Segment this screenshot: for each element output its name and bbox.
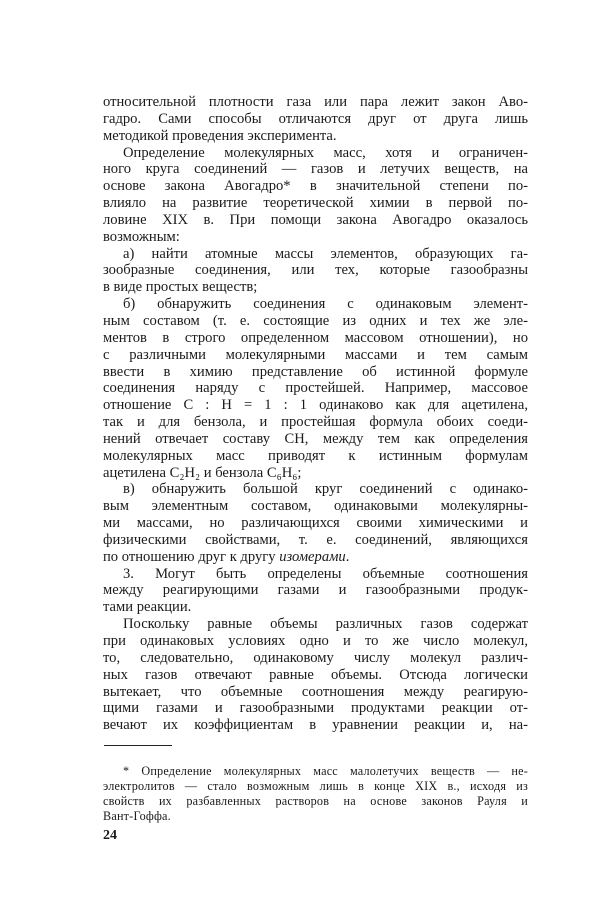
text-line: вечают их коэффициентам в уравнении реакции и, на- [103, 717, 528, 734]
paragraph [103, 246, 528, 297]
text-line: соединения наряду с простейшей. Например, массовое [103, 380, 528, 397]
paragraph [103, 94, 528, 145]
text-line: ловине XIX в. При помощи закона Авогадро оказалось [103, 211, 528, 228]
text-line: Определение молекулярных масс, хотя и ограничен- [123, 144, 528, 161]
text-line: возможным: [103, 228, 180, 245]
text-line: то, следовательно, одинаковому числу молекул различ- [103, 649, 528, 666]
text-line: влияло на развитие теоретической химии в первой по- [103, 195, 528, 212]
italic-term: изомерами [279, 548, 346, 565]
body-text [103, 94, 528, 734]
text-line: вытекает, что объемные соотношения между реагирую- [103, 683, 528, 700]
text-line: Поскольку равные объемы различных газов содержат [123, 616, 528, 633]
text-line: с различными молекулярными массами и тем самым [103, 346, 528, 363]
text-line: гадро. Сами способы отличаются друг от друга лишь [103, 110, 528, 127]
text-line: методикой проведения эксперимента. [103, 127, 337, 144]
text-line: при одинаковых условиях одно и то же число молекул, [103, 633, 528, 649]
text-line: тами реакции. [103, 599, 192, 616]
text-line: отношение C : H = 1 : 1 одинаково как для ацетилена, [103, 397, 528, 414]
text-line: * Определение молекулярных масс малолетучих веществ — не- [123, 764, 528, 778]
text-line: ментов в строго определенном массовом отношении), но [103, 329, 528, 346]
page-number: 24 [103, 828, 117, 843]
text-segment: . [345, 548, 350, 565]
text-line: а) найти атомные массы элементов, образующих га- [123, 245, 528, 262]
text-line [103, 549, 528, 566]
text-line: ввести в химию представление об истинной формуле [103, 363, 528, 380]
paragraph [103, 566, 528, 617]
paragraph [103, 145, 528, 246]
paragraph [103, 481, 528, 565]
text-line: ми массами, но различающихся своими химическими и [103, 515, 528, 532]
text-segment: по отношению друг к другу [103, 548, 280, 565]
footnote [103, 764, 528, 824]
text-line: электролитов — стало возможным лишь в конце XIX в., исходя из [103, 779, 528, 793]
text-line: в виде простых веществ; [103, 279, 258, 296]
text-line: ацетилена C₂H₂ и бензола C₆H₆; [103, 464, 302, 481]
text-line: свойств их разбавленных растворов на основе законов Рауля и [103, 794, 528, 808]
footnote-divider [104, 745, 172, 746]
text-line: вым элементным составом, одинаковыми молекулярны- [103, 498, 528, 515]
text-line: основе закона Авогадро* в значительной степени по- [103, 178, 528, 195]
paragraph [103, 296, 528, 481]
text-line: так и для бензола, и простейшая формула обоих соеди- [103, 414, 528, 431]
text-line: ным составом (т. е. состоящие из одних и тех же эле- [103, 312, 528, 329]
paragraph [103, 616, 528, 734]
text-line: 3. Могут быть определены объемные соотношения [123, 565, 528, 582]
text-line: нений отвечает составу CH, между тем как определения [103, 430, 528, 447]
text-line: щими газами и газообразными продуктами реакции от- [103, 700, 528, 717]
text-line: молекулярных масс приводят к истинным формулам [103, 447, 528, 464]
text-line: между реагирующими газами и газообразными продук- [103, 582, 528, 599]
text-line: в) обнаружить большой круг соединений с одинако- [123, 481, 528, 498]
text-line: ных газов отвечают равные объемы. Отсюда логически [103, 666, 528, 683]
text-line: физическими свойствами, т. е. соединений, являющихся [103, 531, 528, 548]
text-line: относительной плотности газа или пара лежит закон Аво- [103, 94, 528, 110]
text-line: Вант-Гоффа. [103, 809, 171, 823]
text-line: б) обнаружить соединения с одинаковым элемент- [123, 296, 528, 313]
text-line: ного круга соединений — газов и летучих веществ, на [103, 161, 528, 178]
text-line: зообразные соединения, или тех, которые газообразны [103, 262, 528, 279]
